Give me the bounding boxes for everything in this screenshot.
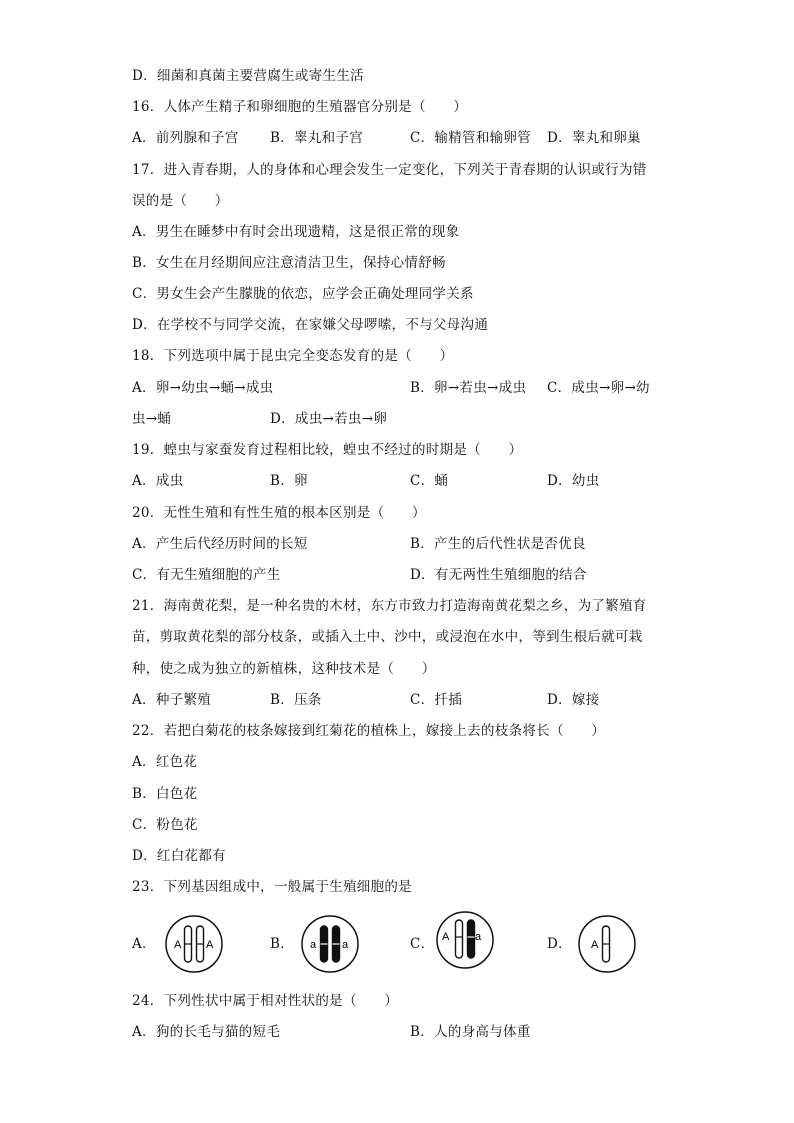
q19-option-c: C．蛹 — [410, 473, 449, 489]
q16-option-a: A．前列腺和子宫 — [132, 130, 239, 146]
q19-option-b: B．卵 — [270, 473, 308, 489]
q17-option-a: A．男生在睡梦中有时会出现遗精，这是很正常的现象 — [132, 224, 460, 240]
gene-label: a — [475, 931, 482, 943]
q23-option-b-label: B． — [270, 936, 295, 952]
q22-option-b: B．白色花 — [132, 786, 198, 802]
q17-option-c: C．男女生会产生朦胧的依恋，应学会正确处理同学关系 — [132, 286, 474, 302]
q16-option-b: B．睾丸和子宫 — [270, 130, 364, 146]
q20-option-d: D．有无两性生殖细胞的结合 — [410, 567, 587, 583]
q18-option-c-part1: C．成虫→卵→幼 — [547, 380, 650, 396]
q19-option-d: D．幼虫 — [547, 473, 600, 489]
cell-diagram-b — [300, 914, 360, 974]
q22-option-a: A．红色花 — [132, 754, 198, 770]
q21-stem-line3: 种，使之成为独立的新植株，这种技术是（ ） — [132, 661, 436, 677]
q16-option-c: C．输精管和输卵管 — [410, 130, 532, 146]
q20-option-a: A．产生后代经历时间的长短 — [132, 536, 308, 552]
gene-label: A — [206, 939, 214, 951]
q24-option-a: A．狗的长毛与猫的短毛 — [132, 1024, 281, 1040]
q23-option-d-cell-diagram — [577, 914, 637, 974]
cell-diagram-a — [164, 914, 224, 974]
q23-option-b-cell-diagram — [300, 914, 360, 974]
q23-stem: 23．下列基因组成中，一般属于生殖细胞的是 — [132, 879, 412, 895]
q24-option-b: B．人的身高与体重 — [410, 1024, 531, 1040]
gene-label: a — [342, 939, 349, 951]
gene-label: A — [174, 939, 182, 951]
q19-stem: 19．蝗虫与家蚕发育过程相比较，蝗虫不经过的时期是（ ） — [132, 442, 523, 458]
q17-option-b: B．女生在月经期间应注意清洁卫生，保持心情舒畅 — [132, 255, 446, 271]
q23-option-d-label: D． — [547, 936, 572, 952]
q21-option-c: C．扦插 — [410, 692, 463, 708]
q23-option-c-cell-diagram — [435, 910, 495, 970]
gene-label: A — [591, 939, 599, 951]
q21-stem-line2: 苗，剪取黄花梨的部分枝条，或插入土中、沙中，或浸泡在水中，等到生根后就可栽 — [132, 629, 643, 645]
q23-option-a-label: A． — [132, 936, 156, 952]
q18-option-b: B．卵→若虫→成虫 — [410, 380, 527, 396]
q21-stem-line1: 21．海南黄花梨，是一种名贵的木材，东方市致力打造海南黄花梨之乡，为了繁殖育 — [132, 598, 647, 614]
q15-option-d: D．细菌和真菌主要营腐生或寄生生活 — [132, 68, 364, 84]
q20-option-c: C．有无生殖细胞的产生 — [132, 567, 281, 583]
q16-option-d: D．睾丸和卵巢 — [547, 130, 641, 146]
q23-option-c-label: C． — [410, 936, 435, 952]
q20-stem: 20．无性生殖和有性生殖的根本区别是（ ） — [132, 505, 426, 521]
q21-option-b: B．压条 — [270, 692, 322, 708]
cell-diagram-d — [577, 914, 637, 974]
q17-option-d: D．在学校不与同学交流，在家嫌父母啰嗦，不与父母沟通 — [132, 317, 489, 333]
q17-stem-line2: 误的是（ ） — [132, 193, 229, 209]
q18-option-c-part2: 虫→蛹 — [132, 411, 172, 427]
q16-stem: 16．人体产生精子和卵细胞的生殖器官分别是（ ） — [132, 99, 468, 115]
q22-stem: 22．若把白菊花的枝条嫁接到红菊花的植株上，嫁接上去的枝条将长（ ） — [132, 723, 606, 739]
q18-option-d: D．成虫→若虫→卵 — [270, 411, 388, 427]
q23-option-a-cell-diagram — [164, 914, 224, 974]
q24-stem: 24．下列性状中属于相对性状的是（ ） — [132, 993, 399, 1009]
q22-option-c: C．粉色花 — [132, 817, 198, 833]
gene-label: A — [442, 931, 450, 943]
q18-option-a: A．卵→幼虫→蛹→成虫 — [132, 380, 274, 396]
q19-option-a: A．成虫 — [132, 473, 184, 489]
q17-stem-line1: 17．进入青春期，人的身体和心理会发生一定变化，下列关于青春期的认识或行为错 — [132, 162, 647, 178]
q18-stem: 18．下列选项中属于昆虫完全变态发育的是（ ） — [132, 348, 454, 364]
q20-option-b: B．产生的后代性状是否优良 — [410, 536, 586, 552]
q21-option-d: D．嫁接 — [547, 692, 600, 708]
q22-option-d: D．红白花都有 — [132, 848, 226, 864]
cell-diagram-c — [435, 910, 495, 970]
gene-label: a — [310, 939, 317, 951]
q21-option-a: A．种子繁殖 — [132, 692, 212, 708]
